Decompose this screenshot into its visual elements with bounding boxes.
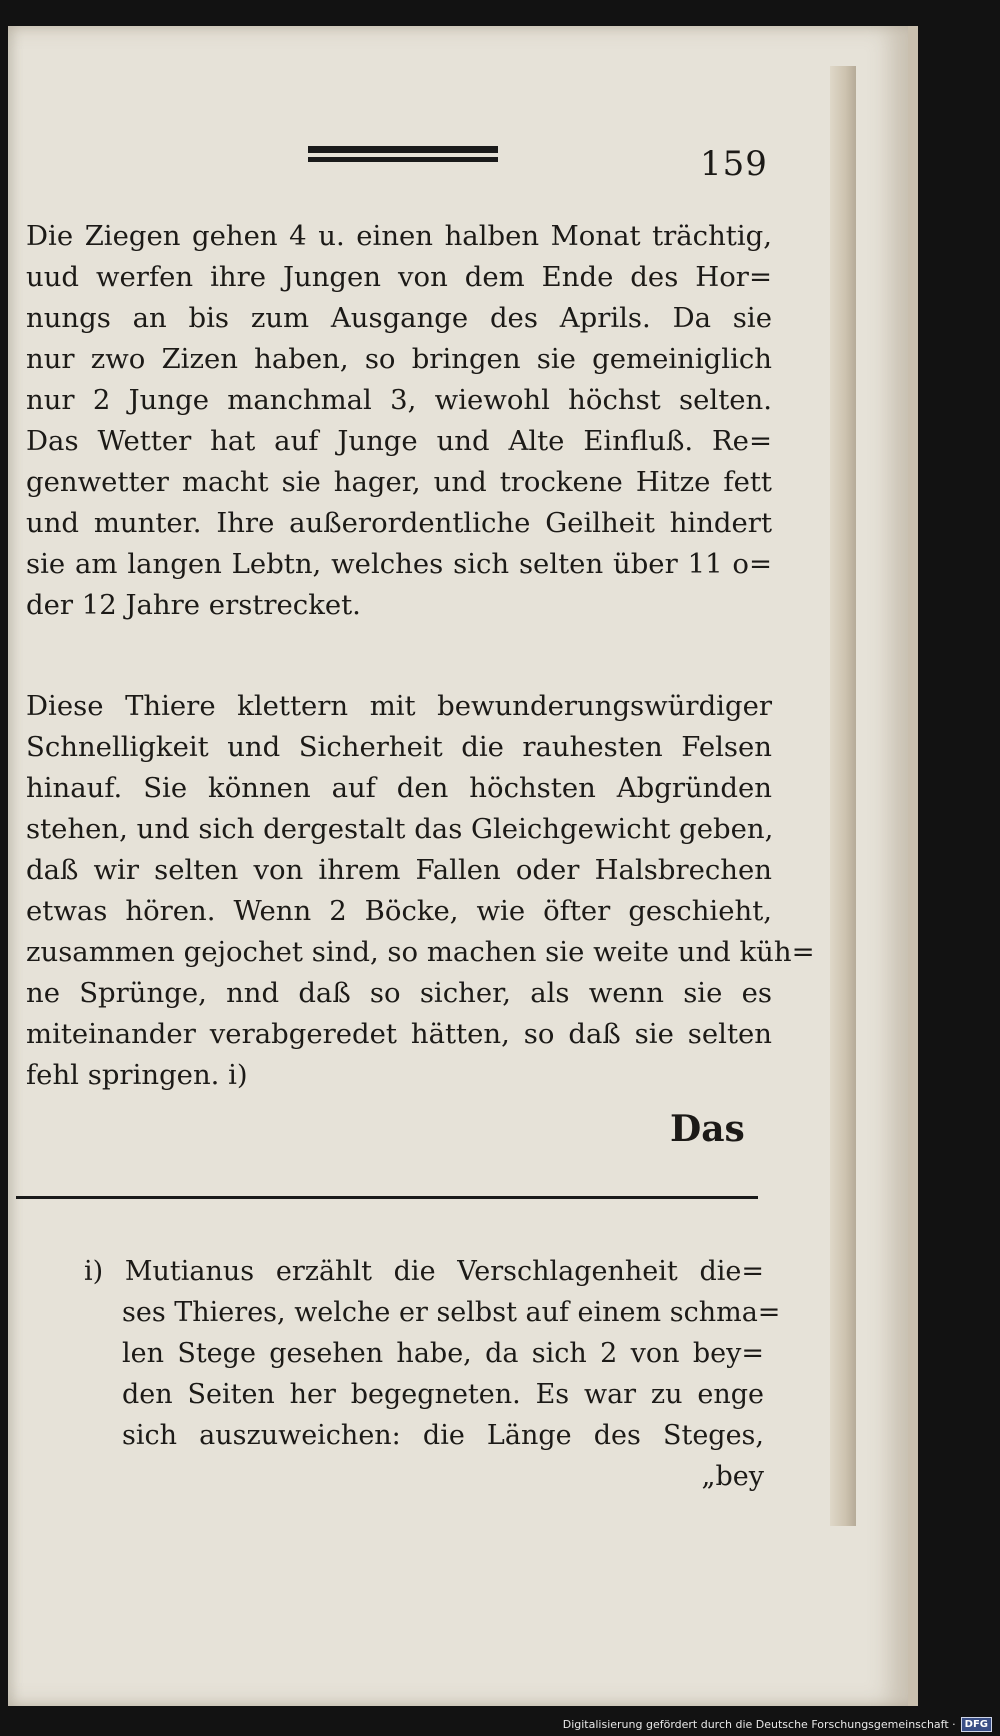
paragraph-2 [26, 686, 815, 1096]
book-page [8, 26, 918, 1706]
ornament-bar-bottom [308, 157, 498, 162]
credit-text: Digitalisierung gefördert durch die Deutsche Forschungsgemeinschaft · [562, 1718, 956, 1731]
footnote-line: den Seiten her begegneten. Es war zu enge [122, 1379, 764, 1410]
text-line: nur 2 Junge manchmal 3, wiewohl höchst selten. [26, 384, 772, 416]
footnote-line: i) Mutianus erzählt die Verschlagenheit die= [84, 1256, 764, 1287]
header-ornament [308, 146, 498, 166]
paragraph-1 [26, 216, 772, 626]
text-line: zusammen gejochet sind, so machen sie weite und küh= [26, 936, 815, 968]
ornament-bar-top [308, 146, 498, 153]
text-line: stehen, und sich dergestalt das Gleichgewicht geben, [26, 813, 774, 845]
text-line: Die Ziegen gehen 4 u. einen halben Monat trächtig, [26, 220, 772, 252]
text-line: nur zwo Zizen haben, so bringen sie gemeiniglich [26, 343, 772, 375]
text-line: sie am langen Lebtn, welches sich selten über 11 o= [26, 548, 772, 580]
text-line: Das Wetter hat auf Junge und Alte Einfluß. Re= [26, 425, 772, 457]
text-line: uud werfen ihre Jungen von dem Ende des Hor= [26, 261, 772, 293]
dfg-logo: DFG [961, 1717, 992, 1732]
text-line: fehl springen. i) [26, 1059, 248, 1091]
text-line: miteinander verabgeredet hätten, so daß sie selten [26, 1018, 772, 1050]
footnote-line: ses Thieres, welche er selbst auf einem schma= [122, 1297, 781, 1328]
text-line: Diese Thiere klettern mit bewunderungswürdiger [26, 690, 772, 722]
text-line: ne Sprünge, nnd daß so sicher, als wenn sie es [26, 977, 772, 1009]
footnote-separator-rule [16, 1196, 758, 1199]
footnote [84, 1251, 781, 1497]
text-line: Schnelligkeit und Sicherheit die rauhesten Felsen [26, 731, 772, 763]
footnote-line: „bey [701, 1461, 764, 1492]
text-line: genwetter macht sie hager, und trockene Hitze fett [26, 466, 772, 498]
text-line: daß wir selten von ihrem Fallen oder Halsbrechen [26, 854, 772, 886]
page-number: 159 [700, 144, 768, 184]
catchword: Das [670, 1108, 745, 1150]
text-line: etwas hören. Wenn 2 Böcke, wie öfter geschieht, [26, 895, 772, 927]
text-line: hinauf. Sie können auf den höchsten Abgründen [26, 772, 772, 804]
text-line: und munter. Ihre außerordentliche Geilheit hindert [26, 507, 772, 539]
text-line: nungs an bis zum Ausgange des Aprils. Da sie [26, 302, 772, 334]
page-edge-shadow [830, 66, 856, 1526]
text-line: der 12 Jahre erstrecket. [26, 589, 361, 621]
footnote-line: sich auszuweichen: die Länge des Steges, [122, 1420, 764, 1451]
footnote-line: len Stege gesehen habe, da sich 2 von bey= [122, 1338, 764, 1369]
digitization-credit [563, 1717, 992, 1732]
